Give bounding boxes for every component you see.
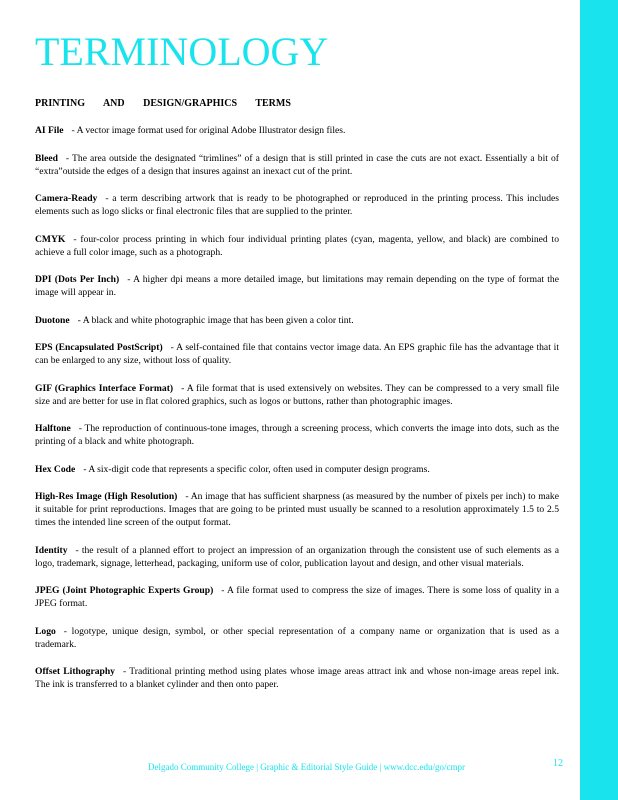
- term-definition: - A self-contained file that contains vector image data. An EPS graphic file has the advantage that it can be enlarged to any size, without loss of quality.: [35, 342, 559, 366]
- page-number: 12: [553, 758, 563, 769]
- term-name: GIF (Graphics Interface Format): [35, 382, 174, 394]
- term-entry: [35, 382, 559, 408]
- term-name: Offset Lithography: [35, 666, 115, 677]
- term-definition: - the result of a planned effort to project an impression of an organization through the consistent use of such elements as a logo, trademark, signage, letterhead, packaging, uniform use of color, publication layout and design, and other visual materials.: [35, 544, 559, 569]
- term-entry: [35, 584, 559, 610]
- term-definition: - A black and white photographic image that has been given a color tint.: [77, 314, 354, 326]
- term-definition: - An image that has sufficient sharpness (as measured by the number of pixels per inch) to make it suitable for print reproductions. Images that are going to be printed must usually be scanned to a resolution approximately 1.5 to 2.5 times the intended line screen of the output format.: [35, 491, 559, 528]
- term-entry: [35, 233, 559, 259]
- term-definition: - A vector image format used for original Adobe Illustrator design files.: [71, 125, 346, 136]
- term-name: Hex Code: [35, 463, 76, 475]
- terms-list: [35, 124, 559, 706]
- term-name: DPI (Dots Per Inch): [35, 274, 120, 285]
- term-name: JPEG (Joint Photographic Experts Group): [35, 585, 214, 596]
- term-definition: - A file format that is used extensively on websites. They can be compressed to a very small file size and are better for use in flat colored graphics, such as logos or buttons, rather than photographic images.: [35, 382, 560, 407]
- term-name: High-Res Image (High Resolution): [35, 491, 178, 502]
- term-definition: - four-color process printing in which four individual printing plates (cyan, magenta, yellow, and black) are combined to achieve a full color image, such as a photograph.: [35, 233, 559, 258]
- term-entry: [35, 192, 559, 218]
- term-entry: [35, 273, 559, 299]
- term-definition: - Traditional printing method using plates whose image areas attract ink and whose non-image areas repel ink. The ink is transferred to a blanket cylinder and then onto paper.: [35, 666, 559, 690]
- term-definition: - The reproduction of continuous-tone images, through a screening process, which converts the image into dots, such as the printing of a black and white photograph.: [35, 423, 559, 447]
- term-definition: - A higher dpi means a more detailed image, but limitations may remain depending on the type of format the image will appear in.: [35, 274, 559, 298]
- term-entry: [35, 490, 559, 529]
- term-definition: - A file format used to compress the size of images. There is some loss of quality in a JPEG format.: [35, 585, 559, 609]
- accent-side-bar: [580, 0, 618, 800]
- term-entry: [35, 544, 559, 570]
- term-name: Halftone: [35, 423, 71, 434]
- term-name: Bleed: [35, 152, 58, 164]
- term-name: Logo: [35, 625, 56, 637]
- term-entry: [35, 665, 559, 691]
- term-entry: [35, 341, 559, 367]
- term-entry: [35, 124, 559, 137]
- term-entry: [35, 422, 559, 448]
- term-entry: [35, 625, 559, 651]
- term-definition: - A six-digit code that represents a specific color, often used in computer design programs.: [83, 463, 430, 475]
- term-definition: - a term describing artwork that is ready to be photographed or reproduced in the printing process. This includes elements such as logo slicks or final electronic files that are supplied to the printer.: [35, 193, 559, 217]
- section-heading: PRINTING AND DESIGN/GRAPHICS TERMS: [35, 98, 291, 109]
- term-name: Duotone: [35, 314, 70, 326]
- page-footer: [148, 758, 568, 772]
- term-name: Identity: [35, 544, 68, 556]
- term-definition: - The area outside the designated “trimlines” of a design that is still printed in case the cuts are not exact. Essentially a bit of “extra”outside the edges of a design that insures against an inexact cut of the print.: [35, 152, 559, 177]
- term-name: AI File: [35, 125, 64, 136]
- term-entry: [35, 314, 559, 327]
- term-name: CMYK: [35, 233, 66, 245]
- footer-text: Delgado Community College | Graphic & Editorial Style Guide | www.dcc.edu/go/cmpr: [148, 762, 465, 772]
- term-entry: [35, 463, 559, 476]
- term-name: EPS (Encapsulated PostScript): [35, 342, 163, 353]
- term-entry: [35, 152, 559, 178]
- term-definition: - logotype, unique design, symbol, or other special representation of a company name or organization that is used as a trademark.: [35, 625, 559, 650]
- page-title: TERMINOLOGY: [35, 29, 329, 74]
- term-name: Camera-Ready: [35, 193, 98, 204]
